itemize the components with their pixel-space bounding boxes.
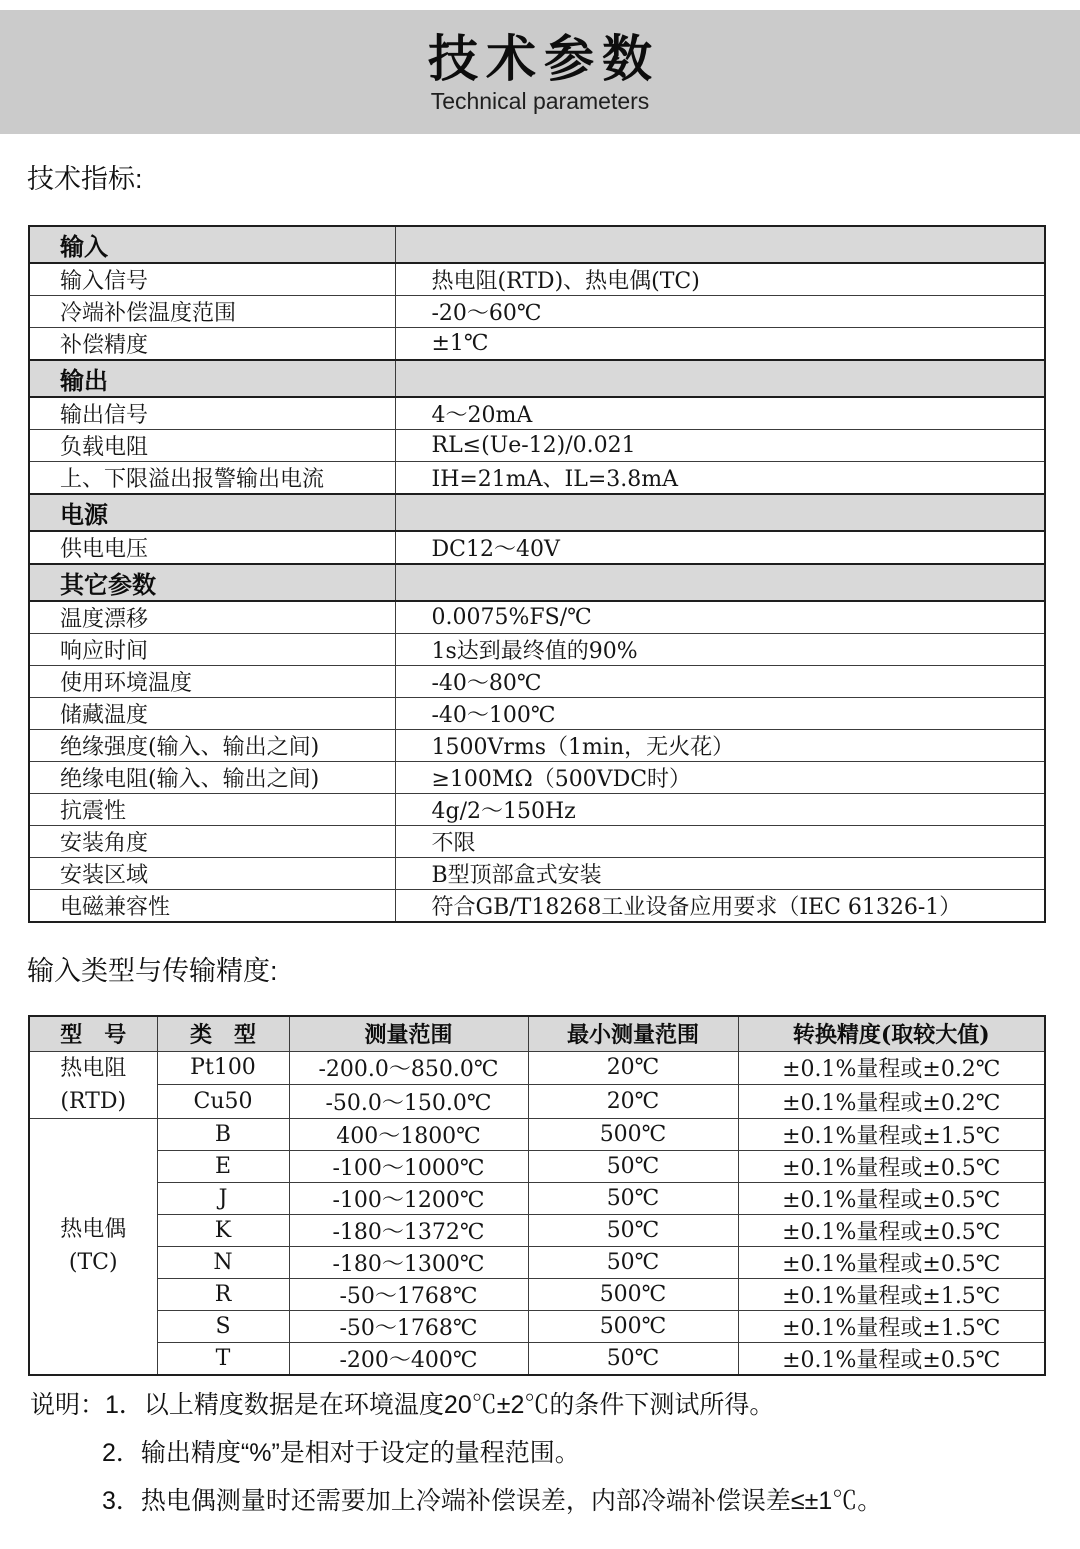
- accuracy-cell: ±0.1%量程或±1.5℃: [738, 1310, 1045, 1342]
- header-cell-model: 型 号: [29, 1016, 157, 1051]
- section-row: [29, 360, 1045, 397]
- spec-label: 冷端补偿温度范围: [29, 296, 395, 328]
- range-cell: -180～1300℃: [289, 1246, 528, 1278]
- spec-value: -40～80℃: [395, 666, 1045, 698]
- table-row: [29, 1342, 1045, 1375]
- table-row: [29, 1150, 1045, 1182]
- table-row: [29, 634, 1045, 666]
- group-code: (RTD): [60, 1088, 127, 1114]
- table-row: [29, 531, 1045, 564]
- table-row: [29, 858, 1045, 890]
- table-row: [29, 890, 1045, 923]
- group-code: (TC): [68, 1250, 118, 1275]
- accuracy-cell: ±0.1%量程或±1.5℃: [738, 1278, 1045, 1310]
- table-row: [29, 1085, 1045, 1119]
- spec-label: 绝缘电阻(输入、输出之间): [29, 762, 395, 794]
- header-cell-accuracy: 转换精度(取较大值): [738, 1016, 1045, 1051]
- table-row: [29, 1214, 1045, 1246]
- min-range-cell: 20℃: [528, 1051, 738, 1085]
- specs-table: [28, 225, 1046, 923]
- section-row: [29, 494, 1045, 531]
- type-cell: K: [157, 1214, 289, 1246]
- range-cell: 400～1800℃: [289, 1118, 528, 1150]
- min-range-cell: 50℃: [528, 1150, 738, 1182]
- section-label: 输入: [29, 226, 395, 263]
- spec-value: 4g/2～150Hz: [395, 794, 1045, 826]
- section-label: 电源: [29, 494, 395, 531]
- table-row: [29, 762, 1045, 794]
- spec-label: 储藏温度: [29, 698, 395, 730]
- accuracy-cell: ±0.1%量程或±0.5℃: [738, 1214, 1045, 1246]
- note-line-2: 2．输出精度“%”是相对于设定的量程范围。: [102, 1439, 580, 1467]
- spec-label: 抗震性: [29, 794, 395, 826]
- spec-value: 1500Vrms（1min，无火花）: [395, 730, 1045, 762]
- range-cell: -200～400℃: [289, 1342, 528, 1375]
- spec-label: 安装区域: [29, 858, 395, 890]
- header-cell-range: 测量范围: [289, 1016, 528, 1051]
- table-row: [29, 397, 1045, 430]
- type-cell: R: [157, 1278, 289, 1310]
- spec-label: 补偿精度: [29, 328, 395, 361]
- section-value: [395, 564, 1045, 601]
- spec-value: B型顶部盒式安装: [395, 858, 1045, 890]
- section-row: [29, 564, 1045, 601]
- types-table: [28, 1015, 1046, 1376]
- spec-value: IH=21mA、IL=3.8mA: [395, 462, 1045, 495]
- table-row: [29, 826, 1045, 858]
- table-row: [29, 1310, 1045, 1342]
- range-cell: -100～1200℃: [289, 1182, 528, 1214]
- spec-value: RL≤(Ue-12)/0.021: [395, 430, 1045, 462]
- type-cell: B: [157, 1118, 289, 1150]
- range-cell: -200.0～850.0℃: [289, 1051, 528, 1085]
- type-cell: S: [157, 1310, 289, 1342]
- type-cell: Cu50: [157, 1085, 289, 1119]
- types-header-row: [29, 1016, 1045, 1051]
- spec-value: ±1℃: [395, 328, 1045, 361]
- spec-value: DC12～40V: [395, 531, 1045, 564]
- table-row: [29, 462, 1045, 495]
- min-range-cell: 500℃: [528, 1118, 738, 1150]
- spec-value: 不限: [395, 826, 1045, 858]
- table-row: [29, 328, 1045, 361]
- table-row: [29, 601, 1045, 634]
- group-name: 热电阻: [60, 1055, 127, 1081]
- spec-label: 温度漂移: [29, 601, 395, 634]
- accuracy-cell: ±0.1%量程或±0.5℃: [738, 1182, 1045, 1214]
- min-range-cell: 50℃: [528, 1182, 738, 1214]
- accuracy-cell: ±0.1%量程或±1.5℃: [738, 1118, 1045, 1150]
- group-cell-rtd: [29, 1051, 157, 1118]
- spec-value: -40～100℃: [395, 698, 1045, 730]
- spec-label: 绝缘强度(输入、输出之间): [29, 730, 395, 762]
- section-value: [395, 226, 1045, 263]
- spec-label: 上、下限溢出报警输出电流: [29, 462, 395, 495]
- group-cell-tc: [29, 1118, 157, 1375]
- spec-label: 负载电阻: [29, 430, 395, 462]
- spec-value: 符合GB/T18268工业设备应用要求（IEC 61326-1）: [395, 890, 1045, 923]
- table-row: [29, 666, 1045, 698]
- range-cell: -50.0～150.0℃: [289, 1085, 528, 1119]
- table-row: [29, 296, 1045, 328]
- page-title: 技术参数: [428, 31, 660, 87]
- section-row: [29, 226, 1045, 263]
- range-cell: -100～1000℃: [289, 1150, 528, 1182]
- accuracy-cell: ±0.1%量程或±0.2℃: [738, 1085, 1045, 1119]
- spec-label: 安装角度: [29, 826, 395, 858]
- table-row: [29, 794, 1045, 826]
- header-cell-type: 类 型: [157, 1016, 289, 1051]
- section-value: [395, 360, 1045, 397]
- table-row: [29, 1118, 1045, 1150]
- note-text: 1．以上精度数据是在环境温度20℃±2℃的条件下测试所得。: [105, 1391, 775, 1419]
- spec-label: 响应时间: [29, 634, 395, 666]
- spec-label: 使用环境温度: [29, 666, 395, 698]
- range-cell: -50～1768℃: [289, 1310, 528, 1342]
- spec-value: 0.0075%FS/℃: [395, 601, 1045, 634]
- header-cell-min: 最小测量范围: [528, 1016, 738, 1051]
- table-row: [29, 1278, 1045, 1310]
- note-prefix: 说明：: [30, 1391, 106, 1419]
- table-row: [29, 1182, 1045, 1214]
- spec-label: 电磁兼容性: [29, 890, 395, 923]
- section-heading-specs: 技术指标:: [27, 164, 143, 194]
- min-range-cell: 500℃: [528, 1278, 738, 1310]
- range-cell: -180～1372℃: [289, 1214, 528, 1246]
- accuracy-cell: ±0.1%量程或±0.5℃: [738, 1150, 1045, 1182]
- spec-label: 供电电压: [29, 531, 395, 564]
- spec-label: 输出信号: [29, 397, 395, 430]
- note-line-3: 3．热电偶测量时还需要加上冷端补偿误差，内部冷端补偿误差≤±1℃。: [102, 1487, 883, 1515]
- accuracy-cell: ±0.1%量程或±0.5℃: [738, 1246, 1045, 1278]
- notes: [30, 1381, 1060, 1525]
- page-subtitle: Technical parameters: [430, 88, 650, 114]
- table-row: [29, 263, 1045, 296]
- min-range-cell: 20℃: [528, 1085, 738, 1119]
- spec-value: ≥100MΩ（500VDC时）: [395, 762, 1045, 794]
- page-header: [0, 10, 1080, 134]
- table-row: [29, 1246, 1045, 1278]
- accuracy-cell: ±0.1%量程或±0.5℃: [738, 1342, 1045, 1375]
- section-label: 其它参数: [29, 564, 395, 601]
- min-range-cell: 50℃: [528, 1214, 738, 1246]
- type-cell: Pt100: [157, 1051, 289, 1085]
- spec-value: 1s达到最终值的90%: [395, 634, 1045, 666]
- section-value: [395, 494, 1045, 531]
- spec-value: -20～60℃: [395, 296, 1045, 328]
- type-cell: N: [157, 1246, 289, 1278]
- type-cell: T: [157, 1342, 289, 1375]
- type-cell: J: [157, 1182, 289, 1214]
- min-range-cell: 50℃: [528, 1246, 738, 1278]
- spec-label: 输入信号: [29, 263, 395, 296]
- table-row: [29, 698, 1045, 730]
- table-row: [29, 430, 1045, 462]
- range-cell: -50～1768℃: [289, 1278, 528, 1310]
- section-label: 输出: [29, 360, 395, 397]
- table-row: [29, 1051, 1045, 1085]
- group-name: 热电偶: [60, 1217, 127, 1242]
- accuracy-cell: ±0.1%量程或±0.2℃: [738, 1051, 1045, 1085]
- min-range-cell: 500℃: [528, 1310, 738, 1342]
- spec-value: 4～20mA: [395, 397, 1045, 430]
- min-range-cell: 50℃: [528, 1342, 738, 1375]
- spec-value: 热电阻(RTD)、热电偶(TC): [395, 263, 1045, 296]
- section-heading-types: 输入类型与传输精度:: [27, 956, 278, 986]
- table-row: [29, 730, 1045, 762]
- note-line-1: [30, 1381, 1060, 1429]
- type-cell: E: [157, 1150, 289, 1182]
